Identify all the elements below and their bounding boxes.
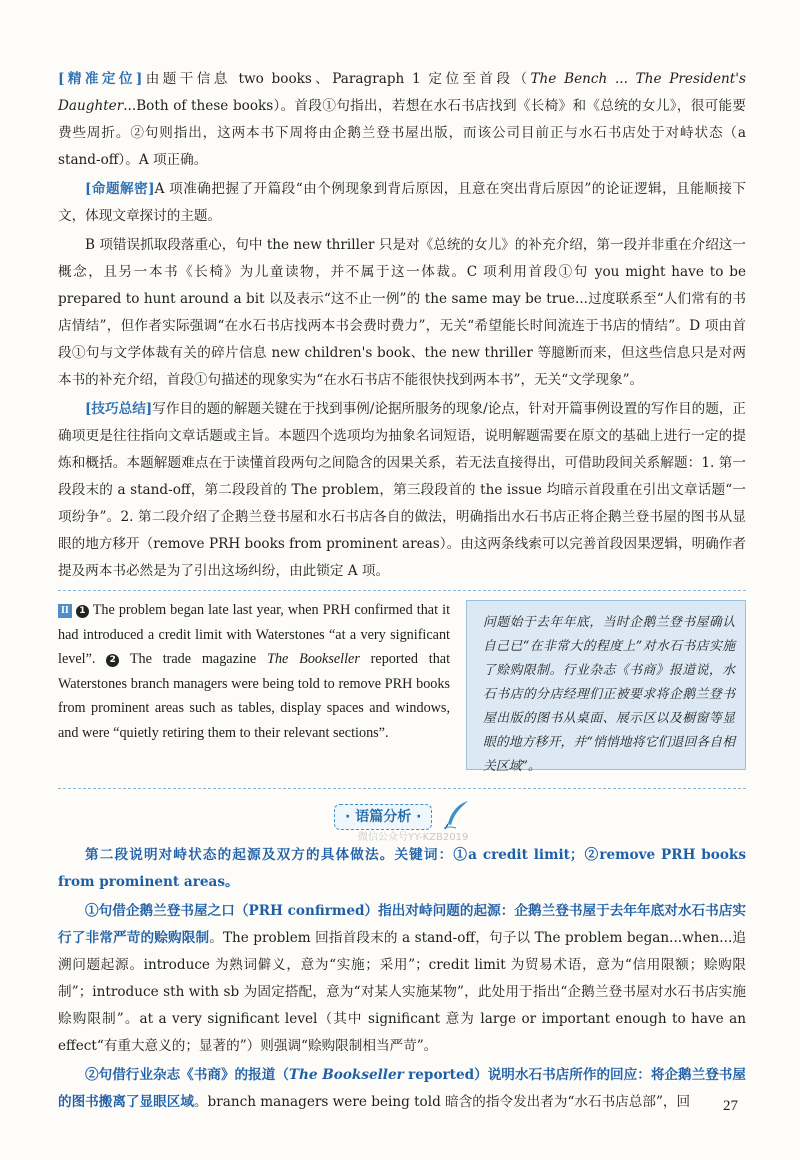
paragraph-wrong-options: B 项错误抓取段落重心，句中 the new thriller 只是对《总统的女儿》的补充介绍，第一段并非重在介绍这一概念，且另一本书《长椅》为儿童读物，并不属于这一体裁。C 项利用首段①句 you might have to be prepared to hunt around a bit 以及表示“这不止一例”的 the same may be true...过度联系至“人们常有的书店情结”，但作者实际强调“在水石书店找两本书会费时费力”，无关“希望能长时间流连于书店的情结”。D 项由首段①句与文学体裁有关的碎片信息 new children's book、the new thriller 等臆断而来，但这些信息只是对两本书的补充介绍，首段①句描述的现象实为“在水石书店不能很快找到两本书”，无关“文学现象”。 (58, 237, 746, 388)
divider-top (58, 590, 746, 591)
translation-box: 问题始于去年年底，当时企鹅兰登书屋确认自己已“在非常大的程度上”对水石书店实施了赊购限制。行业杂志《书商》报道说，水石书店的分店经理们正被要求将企鹅兰登书屋出版的图书从桌面、展示区以及橱窗等显眼的地方移开，并“悄悄地将它们退回各自相关区域”。 (466, 600, 746, 770)
sentence-marker-1: 1 (76, 605, 89, 618)
watermark: 微信公众号YY-KZB2019 (358, 832, 469, 843)
page-number: 27 (723, 1098, 738, 1114)
english-excerpt: II 1 The problem began late last year, when PRH confirmed that it had introduced a credit limit with Waterstones “at a very significant level”. 2 The trade magazine The Bookseller reported that Waterstones branch managers were being told to remove PRH books from prominent areas such as tables, display spaces and windows, and were “quietly retiring them to their relevant sections”. (58, 602, 451, 741)
paragraph-locate: [精准定位]由题干信息 two books、Paragraph 1 定位至首段（The Bench ... The President's Daughter...Both of these books）。首段①句指出，若想在水石书店找到《长椅》和《总统的女儿》，很可能要费些周折。②句则指出，这两本书下周将由企鹅兰登书屋出版，而该公司目前正与水石书店处于对峙状态（a stand-off）。A 项正确。 (58, 71, 746, 168)
paragraph-skill: [技巧总结]写作目的题的解题关键在于找到事例/论据所服务的现象/论点，针对开篇事例设置的写作目的题，正确项更是往往指向文章话题或主旨。本题四个选项均为抽象名词短语，说明解题需要在原文的基础上进行一定的提炼和概括。本题解题难点在于读懂首段两句之间隐含的因果关系，若无法直接得出，可借助段间关系解题：1. 第一段段末的 a stand-off，第二段段首的 The problem，第三段段首的 the issue 均暗示首段重在引出文章话题“一项纷争”。2. 第二段介绍了企鹅兰登书屋和水石书店各自的做法，明确指出水石书店正将企鹅兰登书屋的图书从显眼的地方移开（remove PRH books from prominent areas）。由这两条线索可以完善首段因果逻辑，明确作者提及两本书必然是为了引出这场纠纷，由此锁定 A 项。 (58, 401, 746, 579)
passage-excerpt (58, 598, 746, 778)
tag-skill: [技巧总结] (85, 401, 153, 417)
quill-pen-icon (442, 800, 470, 830)
paragraph-summary: 第二段说明对峙状态的起源及双方的具体做法。关键词：①a credit limit；②remove PRH books from prominent areas。 (58, 847, 746, 890)
tag-decode: [命题解密] (85, 181, 155, 197)
answer-explanation (58, 66, 746, 585)
analysis-header (58, 800, 746, 843)
tag-locate: [精准定位] (58, 71, 143, 87)
paragraph-sentence-1: ①句借企鹅兰登书屋之口（PRH confirmed）指出对峙问题的起源：企鹅兰登书屋于去年年底对水石书店实行了非常严苛的赊购限制。The problem 回指首段末的 a stand-off，句子以 The problem began...when...追溯问题起源。introduce 为熟词僻义，意为“实施；采用”；credit limit 为贸易术语，意为“信用限额；赊购限制”；introduce sth with sb 为固定搭配，意为“对某人实施某物”，此处用于指出“企鹅兰登书屋对水石书店实施赊购限制”。at a very significant level（其中 significant 意为 large or important enough to have an effect“有重大意义的；显著的”）则强调“赊购限制相当严苛”。 (58, 903, 747, 1054)
discourse-analysis (58, 842, 746, 1116)
analysis-title: · 语篇分析 · (334, 804, 432, 830)
paragraph-sentence-2: ②句借行业杂志《书商》的报道（The Bookseller reported）说明水石书店所作的回应：将企鹅兰登书屋的图书搬离了显眼区域。branch managers were being told 暗含的指令发出者为“水石书店总部”，回 (58, 1067, 746, 1110)
sentence-marker-2: 2 (106, 654, 119, 667)
paragraph-marker: II (58, 604, 72, 618)
divider-bottom (58, 788, 746, 789)
paragraph-decode: [命题解密]A 项准确把握了开篇段“由个例现象到背后原因，且意在突出背后原因”的论证逻辑，且能顺接下文，体现文章探讨的主题。 (58, 181, 746, 224)
